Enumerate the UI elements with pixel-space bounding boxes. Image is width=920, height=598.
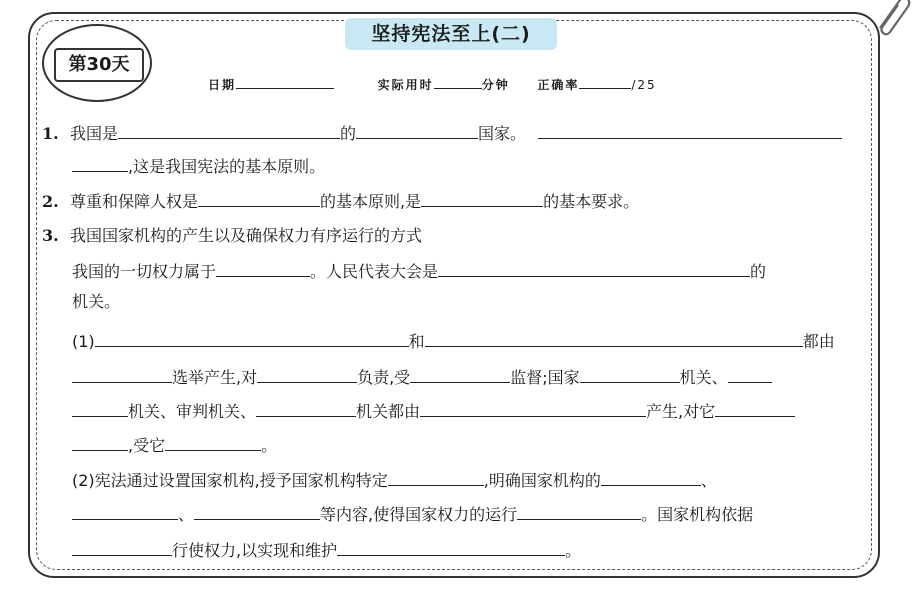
q3-p1-text-f: 监督;国家 <box>510 368 580 387</box>
time-field[interactable] <box>434 74 482 89</box>
q3-p2-text-g: 行使权力,以实现和维护 <box>172 541 338 560</box>
q3-p1-line-1 <box>72 330 835 352</box>
q3-p2-line-2 <box>72 503 753 525</box>
q1-line-2 <box>72 155 325 177</box>
q3-blank-1[interactable] <box>216 260 310 277</box>
q1-text-b: 的 <box>340 124 357 143</box>
q3-p1-text-l: 。 <box>261 436 278 455</box>
q3-p2-blank-4[interactable] <box>194 503 320 520</box>
q3-blank-2[interactable] <box>438 260 750 277</box>
q1-line-1 <box>42 122 842 144</box>
q3-p1-blank-13[interactable] <box>165 434 261 451</box>
q3-p1-text-d: 选举产生,对 <box>172 368 258 387</box>
q2-blank-1[interactable] <box>198 190 320 207</box>
q3-p2-blank-5[interactable] <box>517 503 641 520</box>
q1-blank-2[interactable] <box>356 122 478 139</box>
q3-p1-text-a: (1) <box>72 332 95 351</box>
q2-text-a: 尊重和保障人权是 <box>70 192 199 211</box>
q3-text-1b: 。人民代表大会是 <box>310 262 439 281</box>
q2-text-b: 的基本原则,是 <box>320 192 422 211</box>
q1-number: 1. <box>42 124 59 143</box>
q3-p1-blank-2[interactable] <box>425 330 803 347</box>
q3-p2-text-h: 。 <box>565 541 582 560</box>
day-badge <box>42 24 152 102</box>
accuracy-total: /25 <box>631 78 657 92</box>
q2-text-c: 的基本要求。 <box>543 192 640 211</box>
q3-text-1c: 的 <box>750 262 767 281</box>
q3-title: 我国国家机构的产生以及确保权力有序运行的方式 <box>70 226 423 245</box>
q2-line <box>42 190 639 212</box>
q3-p2-text-a: (2)宪法通过设置国家机构,授予国家机构特定 <box>72 471 388 490</box>
q1-blank-3[interactable] <box>538 122 842 139</box>
accuracy-field[interactable] <box>579 74 631 89</box>
q3-p1-blank-5[interactable] <box>410 366 510 383</box>
q3-p2-blank-3[interactable] <box>72 503 178 520</box>
q3-p1-blank-12[interactable] <box>72 434 128 451</box>
q3-p2-text-c: 、 <box>700 471 717 490</box>
q3-p1-blank-4[interactable] <box>257 366 357 383</box>
q3-p2-text-e: 等内容,使得国家权力的运行 <box>320 505 518 524</box>
q3-text-2: 机关。 <box>72 292 121 311</box>
q3-p1-text-g: 机关、 <box>679 368 728 387</box>
q3-p2-blank-2[interactable] <box>601 469 701 486</box>
day-badge-label: 第30天 <box>54 48 144 82</box>
q3-p1-blank-6[interactable] <box>580 366 680 383</box>
meta-row <box>208 74 657 93</box>
q3-p1-line-3 <box>72 400 795 422</box>
q3-p1-blank-1[interactable] <box>95 330 409 347</box>
date-field[interactable] <box>236 74 334 89</box>
q3-line-2 <box>72 292 120 312</box>
q3-p1-text-j: 产生,对它 <box>646 402 716 421</box>
q3-p1-blank-7[interactable] <box>728 366 772 383</box>
q3-text-1a: 我国的一切权力属于 <box>72 262 217 281</box>
q3-p2-line-3 <box>72 539 581 561</box>
q3-p1-text-c: 都由 <box>802 332 835 351</box>
q3-p2-blank-7[interactable] <box>337 539 565 556</box>
q3-p1-line-2 <box>72 366 772 388</box>
accuracy-label: 正确率 <box>537 78 580 92</box>
q3-p1-text-i: 机关都由 <box>356 402 421 421</box>
q3-number: 3. <box>42 226 59 245</box>
q3-p1-blank-3[interactable] <box>72 366 172 383</box>
q3-p1-blank-8[interactable] <box>72 400 128 417</box>
q1-text-d: ,这是我国宪法的基本原则。 <box>128 157 326 176</box>
q3-p2-text-f: 。国家机构依据 <box>641 505 754 524</box>
q1-text-c: 国家。 <box>478 124 527 143</box>
q1-blank-1[interactable] <box>118 122 340 139</box>
q3-p2-line-1 <box>72 469 717 491</box>
date-label: 日期 <box>208 78 237 92</box>
q3-p1-text-e: 负责,受 <box>357 368 411 387</box>
q3-p1-text-h: 机关、审判机关、 <box>128 402 257 421</box>
q3-p2-text-b: ,明确国家机构的 <box>483 471 601 490</box>
q3-p1-line-4 <box>72 434 277 456</box>
q1-text-a: 我国是 <box>70 124 119 143</box>
q1-blank-4[interactable] <box>72 155 128 172</box>
minute-label: 分钟 <box>481 78 510 92</box>
q3-p1-blank-9[interactable] <box>256 400 356 417</box>
q3-line-1 <box>72 260 766 282</box>
time-label: 实际用时 <box>377 78 434 92</box>
q3-p1-text-k: ,受它 <box>128 436 166 455</box>
q3-p1-blank-10[interactable] <box>420 400 646 417</box>
q3-p1-blank-11[interactable] <box>715 400 795 417</box>
worksheet-title: 坚持宪法至上(二) <box>345 18 557 50</box>
q3-p2-text-d: 、 <box>178 505 195 524</box>
paperclip-icon <box>870 0 914 38</box>
q3-title-line <box>42 226 422 246</box>
q3-p1-text-b: 和 <box>408 332 425 351</box>
q3-p2-blank-6[interactable] <box>72 539 172 556</box>
q3-p2-blank-1[interactable] <box>388 469 484 486</box>
q2-number: 2. <box>42 192 59 211</box>
q2-blank-2[interactable] <box>421 190 543 207</box>
